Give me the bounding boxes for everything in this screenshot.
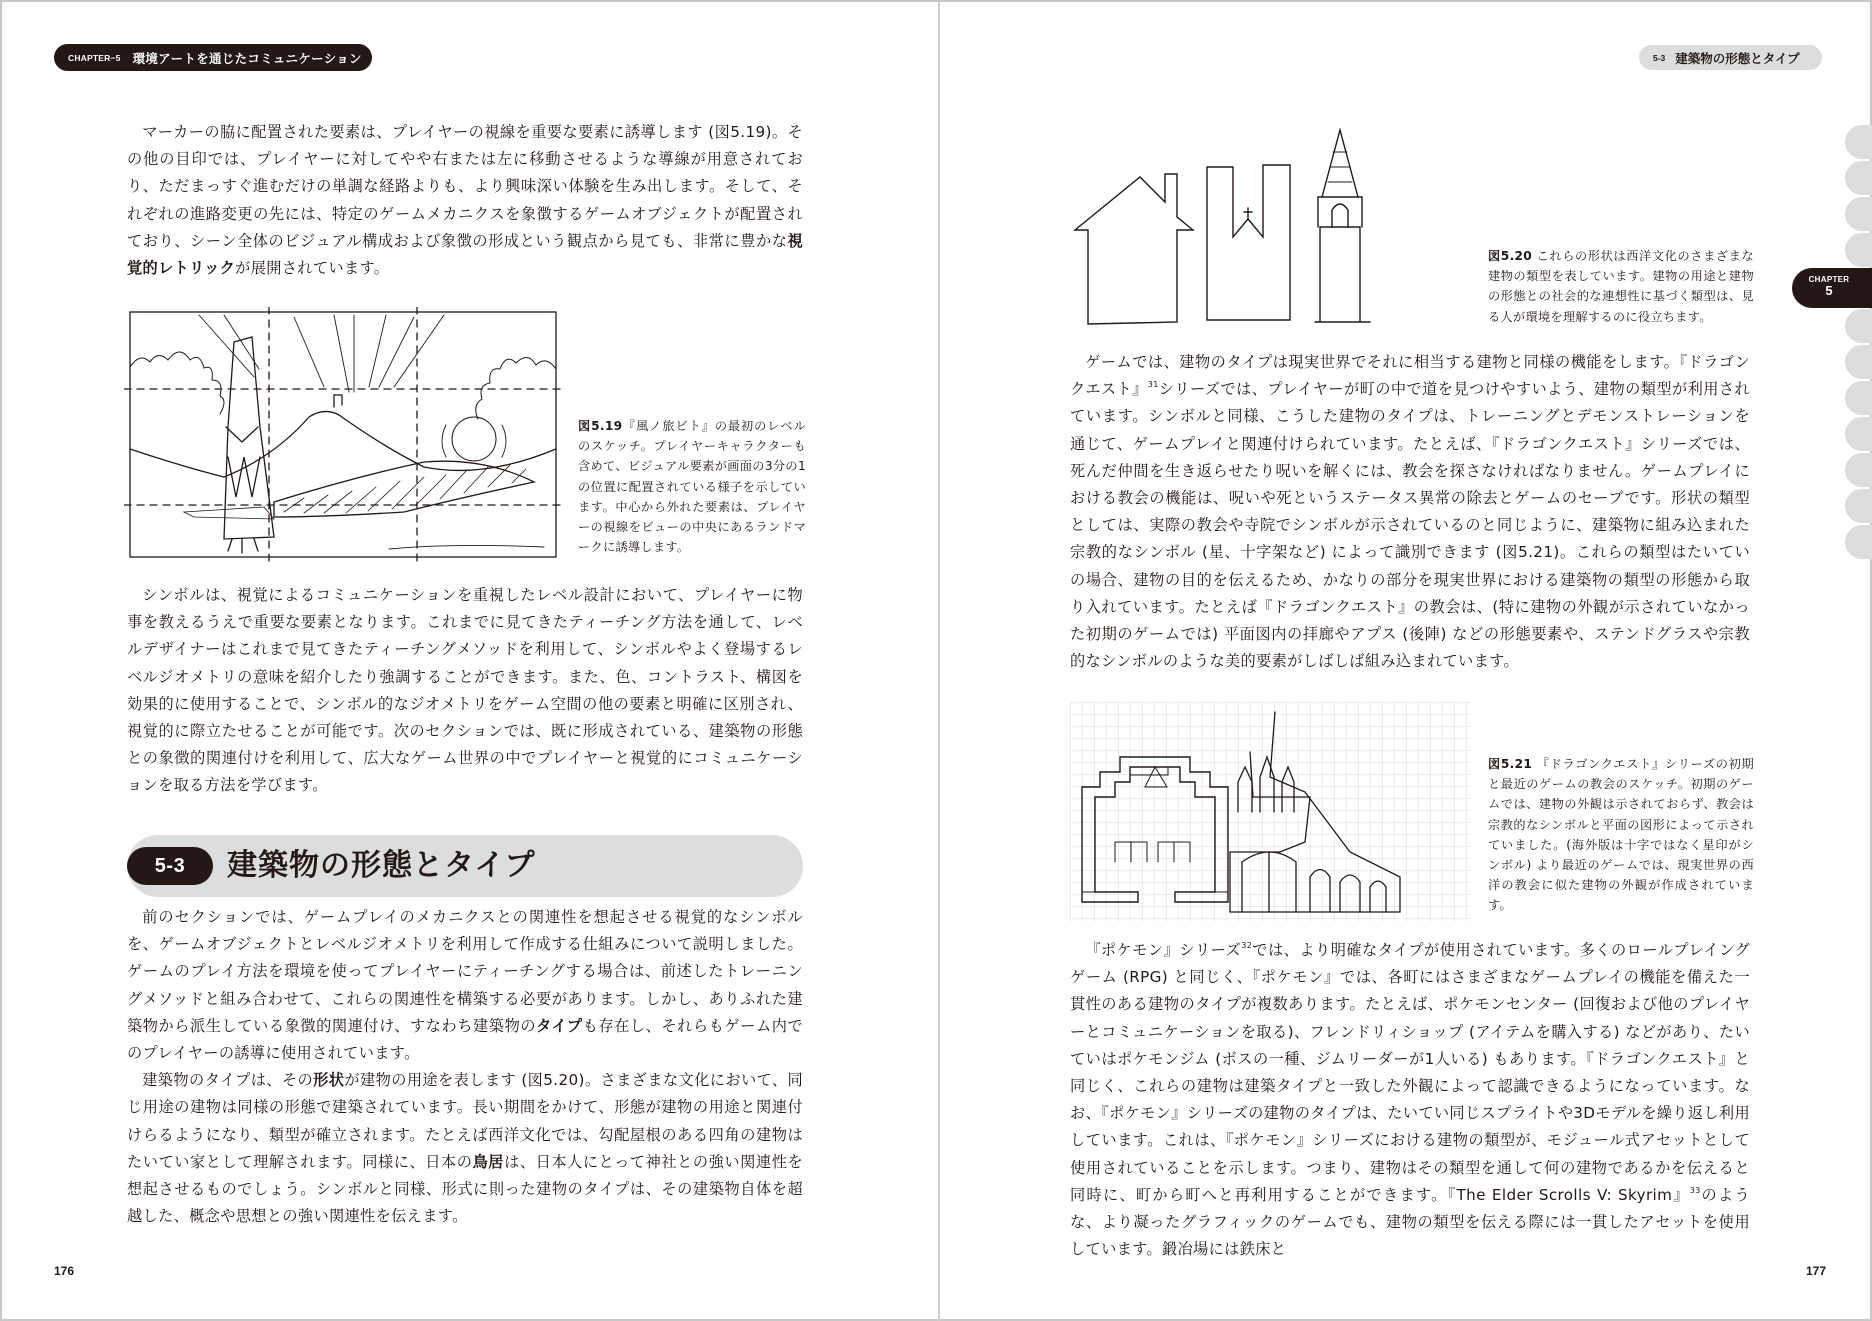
footnote-ref: 31 xyxy=(1147,380,1159,390)
paragraph-text: シンボルは、視覚によるコミュニケーションを重視したレベル設計において、プレイヤーに物事を教えるうえで重要な要素となります。これまでに見てきたティーチング方法を通して、レベルデザイナーはこれまで見てきたティーチングメソッドを利用して、シンボルやよく登場するレベルジオメトリの意味を紹介したり強調することができます。また、色、コントラスト、構図を効果的に使用することで、シンボル的なジオメトリをゲーム空間の他の要素と明確に区別され、視覚的に際立たせることが可能です。次のセクションでは、既に形成されている、建築物の形態との象徴的関連付けを利用して、広大なゲーム世界の中でプレイヤーと視覚的にコミュニケーションを取る方法を学びます。 xyxy=(127,586,803,795)
text-run: 前のセクションでは、ゲームプレイのメカニクスとの関連性を想起させる視覚的なシンボルを、ゲームオブジェクトとレベルジオメトリを利用して作成する仕組みについて説明しました。ゲームのプレイ方法を環境を使ってプレイヤーにティーチングする場合は、前述したトレーニングメソッドと組み合わせて、これらの関連性を構築する必要があります。しかし、ありふれた建築物から派生している象徴的関連付け、すなわち建築物の xyxy=(127,908,803,1035)
chapter-tab-label: CHAPTER xyxy=(1808,275,1850,284)
tower-shape xyxy=(1315,130,1370,322)
footnote-ref: 32 xyxy=(1241,941,1253,950)
paragraph-text xyxy=(127,904,803,1067)
chapter-title: 環境アートを通じたコミュニケーション xyxy=(132,50,362,66)
text-run: が展開されています。 xyxy=(235,259,390,278)
text-run: 建築物のタイプは、その xyxy=(142,1071,314,1090)
bold-term: 形状 xyxy=(313,1071,345,1090)
figure-number: 図5.21 xyxy=(1488,757,1533,771)
caption-text: これらの形状は西洋文化のさまざまな建物の類型を表しています。建物の用途と建物の形態との社会的な連想性に基づく類型は、見る人が環境を理解するのに役立ちます。 xyxy=(1488,249,1754,324)
church-shape xyxy=(1207,165,1290,320)
thumb-tab[interactable] xyxy=(1845,381,1872,415)
thumb-tab[interactable] xyxy=(1845,417,1872,451)
left-paragraph-3 xyxy=(127,904,803,1230)
chapter-tab-active[interactable] xyxy=(1792,268,1872,308)
bold-term: タイプ xyxy=(536,1016,583,1035)
chapter-label: CHAPTER−5 xyxy=(68,52,121,63)
page-number-left: 176 xyxy=(54,1264,75,1278)
figure-number: 図5.19 xyxy=(578,419,623,433)
page-number-right: 177 xyxy=(1806,1264,1827,1278)
paragraph-text xyxy=(1070,937,1750,1263)
frame xyxy=(130,312,556,557)
paragraph-text xyxy=(127,119,803,282)
section-number: 5-3 xyxy=(127,847,213,885)
paragraph-text xyxy=(127,1067,803,1230)
thumb-tab[interactable] xyxy=(1845,197,1872,231)
right-paragraph-1 xyxy=(1070,349,1750,675)
text-run: は、日本人にとって神社との強い関連性を想起させるものでしょう。シンボルと同様、形式に則った建物のタイプは、その建築物自体を超越した、概念や思想との強い関連性を伝えます。 xyxy=(127,1152,803,1226)
section-header-title: 建築物の形態とタイプ xyxy=(1675,50,1800,66)
spine-divider xyxy=(938,2,940,1321)
section-heading xyxy=(127,835,803,897)
text-run: のような、より凝ったグラフィックのゲームでも、建物の類型を伝える際には一貫したアセットを使用しています。鍛冶場には鉄床と xyxy=(1070,1185,1750,1259)
text-run: ゲームでは、建物のタイプは現実世界でそれに相当する建物と同様の機能をします。『ドラゴンクエスト』 xyxy=(1070,353,1750,399)
bold-term: 鳥居 xyxy=(472,1152,505,1171)
figure-5-20-caption xyxy=(1488,246,1754,327)
thumb-tab[interactable] xyxy=(1845,125,1872,159)
thumb-tab[interactable] xyxy=(1845,525,1872,559)
chapter-tab-number: 5 xyxy=(1825,283,1833,298)
thumb-tab[interactable] xyxy=(1845,489,1872,523)
figure-5-21-sketch xyxy=(1070,702,1470,922)
footnote-ref: 33 xyxy=(1689,1185,1701,1195)
section-header xyxy=(1639,45,1822,70)
text-run: も存在し、それらもゲーム内でのプレイヤーの誘導に使用されています。 xyxy=(127,1016,803,1063)
thumb-tab[interactable] xyxy=(1845,161,1872,195)
text-run: では、より明確なタイプが使用されています。多くのロールプレイングゲーム (RPG) と同じく、『ポケモン』では、各町にはさまざまなゲームプレイの機能を備えた一貫性のある建物のタイプが複数あります。たとえば、ポケモンセンター (回復および他のプレイヤーとコミュニケーションを取る)、フレンドリィショップ (アイテムを購入する) などがあり、たいていはポケモンジム (ボスの一種、ジムリーダーが1人いる) もあります。『ドラゴンクエスト』と同じく、これらの建物は建築タイプと一致した外観によって認識できるようになっています。なお、『ポケモン』シリーズの建物のタイプは、たいてい同じスプライトや3Dモデルを繰り返し利用しています。これは、『ポケモン』シリーズにおける建物の類型が、モジュール式アセットとして使用されていることを示します。つまり、建物はその類型を通して何の建物であるかを伝えると同時に、町から町へと再利用することができます。『The Elder Scrolls V: Skyrim』 xyxy=(1070,941,1750,1204)
bold-term: 視覚的レトリック xyxy=(127,231,803,278)
figure-5-21-caption xyxy=(1488,754,1754,916)
figure-5-20-sketch xyxy=(1070,122,1480,327)
thumb-index-tabs xyxy=(1845,125,1872,561)
left-paragraph-2 xyxy=(127,582,803,800)
text-run: 『ポケモン』シリーズ xyxy=(1085,941,1242,959)
section-header-number: 5-3 xyxy=(1653,52,1666,63)
figure-5-19-sketch xyxy=(124,307,569,567)
right-paragraph-2 xyxy=(1070,937,1750,1263)
thumb-tab[interactable] xyxy=(1845,345,1872,379)
thumb-tab[interactable] xyxy=(1845,233,1872,267)
chapter-header xyxy=(54,44,372,71)
section-title: 建築物の形態とタイプ xyxy=(227,848,536,883)
text-run: が建物の用途を表します (図5.20)。さまざまな文化において、同じ用途の建物は同様の形態で建築されています。長い期間をかけて、形態が建物の用途と関連付けらるようになり、類型が確立されます。たとえば西洋文化では、勾配屋根のある四角の建物はたいてい家として理解されます。同様に、日本の xyxy=(127,1071,804,1171)
text-run: シリーズでは、プレイヤーが町の中で道を見つけやすいよう、建物の類型が利用されています。シンボルと同様、こうした建物のタイプは、トレーニングとデモンストレーションを通じて、ゲームプレイと関連付けられています。たとえば、『ドラゴンクエスト』シリーズでは、死んだ仲間を生き返らせたり呪いを解くには、教会を探さなければなりません。ゲームプレイにおける教会の機能は、呪いや死というステータス異常の除去とゲームのセーブです。形状の類型としては、実際の教会や寺院でシンボルが示されているのと同じように、建築物に組み込まれた宗教的なシンボル (星、十字架など) によって識別できます (図5.21)。これらの類型はたいていの場合、建物の目的を伝えるため、かなりの部分を現実世界における建築物の類型の形態から取り入れています。たとえば『ドラゴンクエスト』の教会は、(特に建物の外観が示されていなかった初期のゲームでは) 平面図内の拝廊やアプス (後陣) などの形態要素や、ステンドグラスや宗教的なシンボルのような美的要素がしばしば組み込まれています。 xyxy=(1070,380,1751,671)
house-shape xyxy=(1075,174,1193,324)
figure-number: 図5.20 xyxy=(1488,249,1533,263)
caption-text: 『風ノ旅ビト』の最初のレベルのスケッチ。プレイヤーキャラクターも含めて、ビジュアル要素が画面の3分の1の位置に配置されている様子を示しています。中心から外れた要素は、プレイヤーの視線をビューの中央にあるランドマークに誘導します。 xyxy=(578,419,806,555)
figure-5-19-caption xyxy=(578,416,806,557)
paragraph-text xyxy=(1070,349,1750,675)
text-run: マーカーの脇に配置された要素は、プレイヤーの視線を重要な要素に誘導します (図5.19)。その他の目印では、プレイヤーに対してやや右または左に移動させるような導線が用意されており、ただまっすぐ進むだけの単調な経路よりも、より興味深い体験を生み出します。そして、それぞれの進路変更の先には、特定のゲームメカニクスを象徴するゲームオブジェクトが配置されており、シーン全体のビジュアル構成および象徴の形成という観点から見ても、非常に豊かな xyxy=(127,123,803,250)
thumb-tab[interactable] xyxy=(1845,309,1872,343)
thumb-tab[interactable] xyxy=(1845,453,1872,487)
caption-text: 『ドラゴンクエスト』シリーズの初期と最近のゲームの教会のスケッチ。初期のゲームでは、建物の外観は示されておらず、教会は宗教的なシンボルと平面の図形によって示されていました。(海外版は十字ではなく星印がシンボル) より最近のゲームでは、現実世界の西洋の教会に似た建物の外観が作成されています。 xyxy=(1488,757,1754,913)
left-paragraph-1 xyxy=(127,119,803,282)
